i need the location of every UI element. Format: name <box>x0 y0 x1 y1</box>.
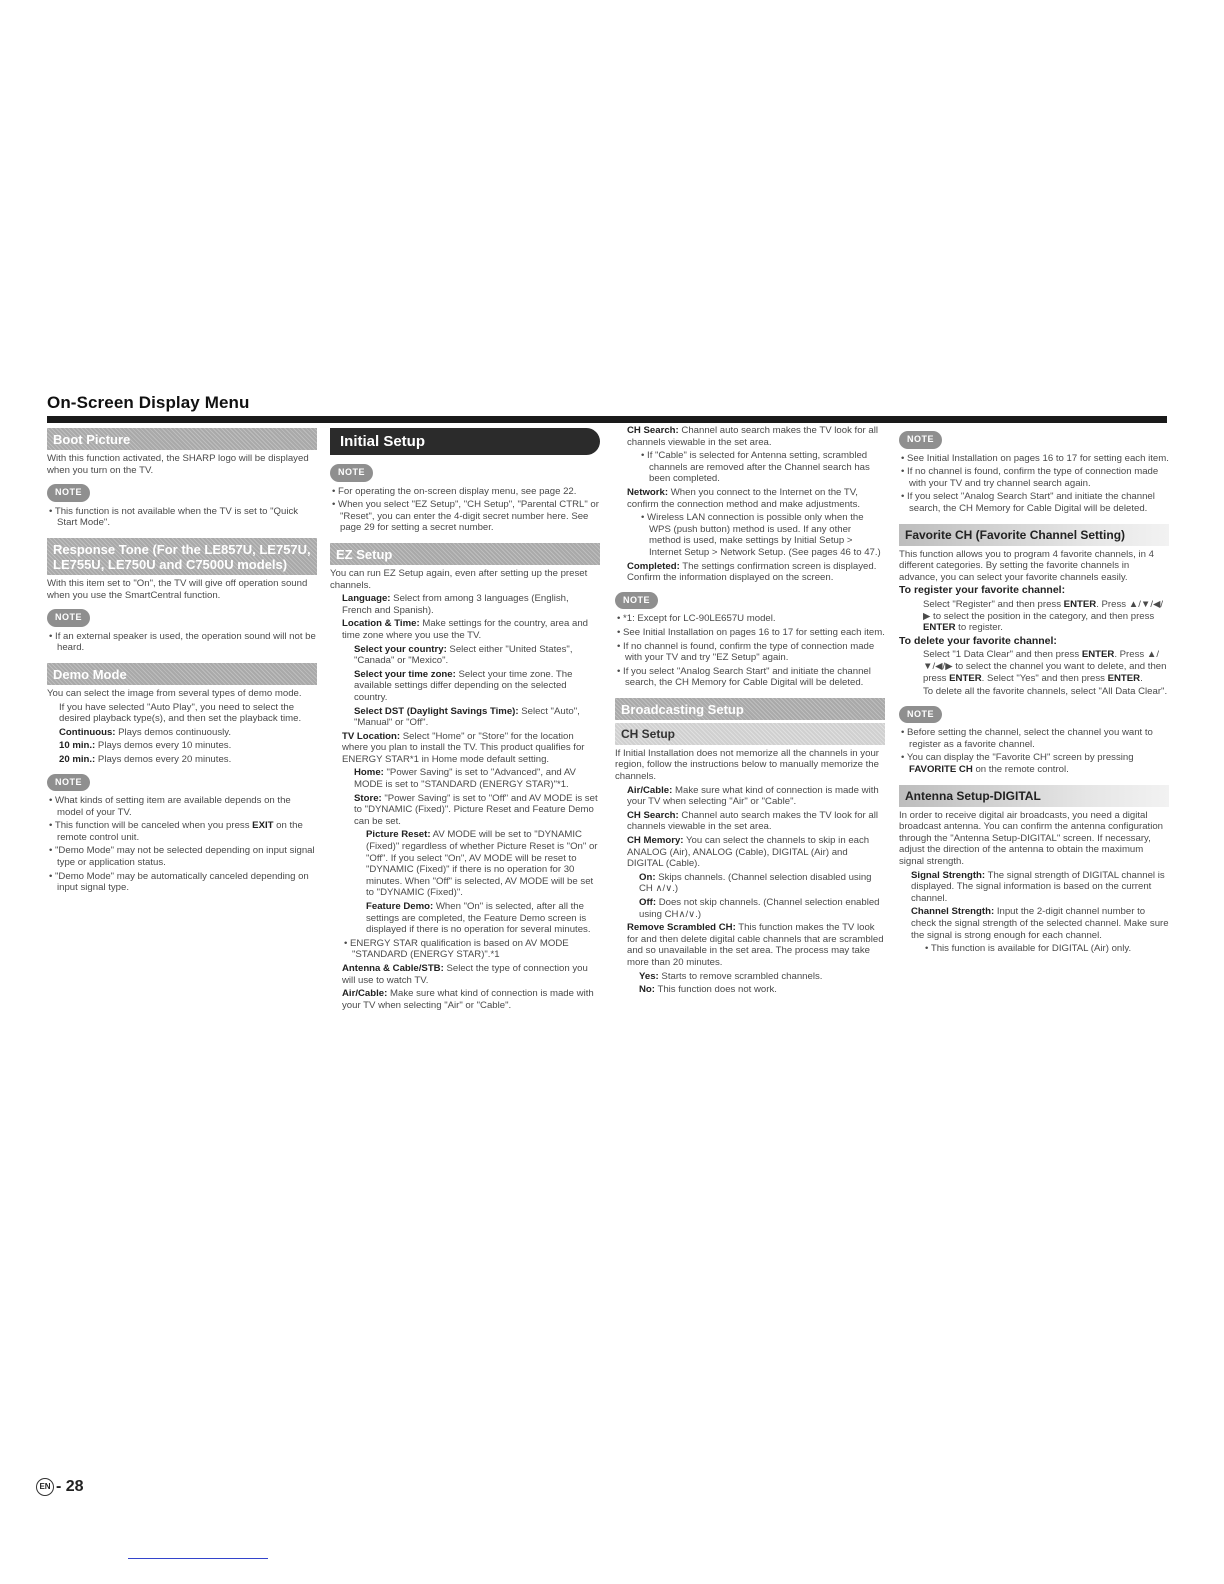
note-badge: NOTE <box>47 774 90 792</box>
register-text: Select "Register" and then press ENTER. Press ▲/▼/◀/▶ to select the position in the category, and then press ENTER to register. <box>923 598 1164 634</box>
antenna-setup-heading: Antenna Setup-DIGITAL <box>899 785 1169 807</box>
delete-heading: To delete your favorite channel: <box>899 634 1057 647</box>
initial-setup-heading: Initial Setup <box>330 428 600 455</box>
note-badge: NOTE <box>330 464 373 482</box>
ez-home: Home: "Power Saving" is set to "Advanced", and AV MODE is set to "STANDARD (ENERGY STAR)"*1. <box>354 767 576 791</box>
channel-strength: Channel Strength: Input the 2-digit channel number to check the signal strength of the selected channel. Make sure the signal is strong enough for each channel. <box>911 906 1169 941</box>
ez-location-time: Location & Time: Make settings for the country, area and time zone where you use the TV. <box>342 618 588 641</box>
ez-network-bullet: • Wireless LAN connection is possible only when the WPS (push button) method is used. If any other method is used, make settings by Initial Setup > Internet Setup > Network Setup. (See pages 46 to 47.) <box>641 512 881 558</box>
ch-setup-text: If Initial Installation does not memorize all the channels in your region, follow the instructions below to manually memorize the channels. <box>615 747 879 783</box>
column-1 <box>47 425 317 896</box>
ez-energy-note: • ENERGY STAR qualification is based on AV MODE "STANDARD (ENERGY STAR)".*1 <box>344 937 569 961</box>
channel-strength-bullet: • This function is available for DIGITAL (Air) only. <box>925 943 1132 955</box>
boot-picture-heading: Boot Picture <box>47 428 317 450</box>
response-tone-text: With this item set to "On", the TV will give off operation sound when you use the SmartCentral function. <box>47 577 308 601</box>
col3-note-1: • *1: Except for LC-90LE657U model. <box>617 613 776 625</box>
bottom-link-line <box>128 1558 268 1559</box>
column-3 <box>615 425 885 998</box>
delete-text: Select "1 Data Clear" and then press ENTER. Press ▲/▼/◀/▶ to select the channel you want to delete, and then press ENTER. Select "Yes" and then press ENTER. <box>923 649 1167 684</box>
column-4 <box>899 425 1169 957</box>
boot-note: • This function is not available when the TV is set to "Quick Start Mode". <box>49 505 299 529</box>
note-badge: NOTE <box>899 706 942 724</box>
remove-scrambled-yes: Yes: Starts to remove scrambled channels. <box>639 970 823 982</box>
col3-note-4: • If you select "Analog Search Start" and initiate the channel search, the CH Memory for Cable Digital will be deleted. <box>617 665 871 689</box>
note-badge: NOTE <box>899 431 942 449</box>
broadcasting-setup-heading: Broadcasting Setup <box>615 698 885 720</box>
favorite-ch-text: This function allows you to program 4 favorite channels, in 4 different categories. By setting the favorite channels in advance, you can select your favorite channels easily. <box>899 548 1154 583</box>
delete-all-text: To delete all the favorite channels, select "All Data Clear". <box>923 686 1168 698</box>
ez-antenna: Antenna & Cable/STB: Select the type of connection you will use to watch TV. <box>342 962 588 986</box>
response-tone-heading: Response Tone (For the LE857U, LE757U, LE755U, LE750U and C7500U models) <box>47 538 317 575</box>
ez-air-cable: Air/Cable: Make sure what kind of connection is made with your TV when selecting "Air" or "Cable". <box>342 988 594 1011</box>
ez-ch-search: CH Search: Channel auto search makes the TV look for all channels viewable in the set area. <box>627 425 878 448</box>
ez-setup-text: You can run EZ Setup again, even after setting up the preset channels. <box>330 567 588 591</box>
column-2 <box>330 425 600 1013</box>
ch-memory-on: On: Skips channels. (Channel selection disabled using CH ∧/∨.) <box>639 871 872 895</box>
ez-dst: Select DST (Daylight Savings Time): Select "Auto", "Manual" or "Off". <box>354 705 580 729</box>
page-title: On-Screen Display Menu <box>47 393 250 412</box>
boot-picture-text: With this function activated, the SHARP logo will be displayed when you turn on the TV. <box>47 453 309 476</box>
ez-completed: Completed: The settings confirmation screen is displayed. Confirm the information displayed on the screen. <box>627 560 877 584</box>
remove-scrambled: Remove Scrambled CH: This function makes the TV look for and then delete digital cable channels that are scrambled and so unavailable in the set area. The process may take more than 20 minutes. <box>627 922 884 968</box>
col4-note-1: • See Initial Installation on pages 16 to 17 for setting each item. <box>901 452 1169 464</box>
ez-store: Store: "Power Saving" is set to "Off" and AV MODE is set to "DYNAMIC (Fixed)". Picture Reset and Feature Demo can be set. <box>354 792 598 827</box>
ez-tv-location: TV Location: Select "Home" or "Store" for the location where you plan to install the TV. This product qualifies for ENERGY STAR*1 in Home mode default setting. <box>342 730 585 765</box>
en-language-icon: EN <box>36 1478 54 1496</box>
ez-language: Language: Select from among 3 languages (English, French and Spanish). <box>342 593 569 616</box>
ch-air-cable: Air/Cable: Make sure what kind of connection is made with your TV when selecting "Air" or "Cable". <box>627 784 879 808</box>
demo-mode-heading: Demo Mode <box>47 663 317 685</box>
ez-ch-search-bullet: • If "Cable" is selected for Antenna setting, scrambled channels are removed after the Channel search has been completed. <box>641 450 870 485</box>
ch-memory-off: Off: Does not skip channels. (Channel selection enabled using CH∧/∨.) <box>639 897 880 920</box>
col4-note-2: • If no channel is found, confirm the type of connection made with your TV and try channel search again. <box>901 466 1159 489</box>
col3-note-3: • If no channel is found, confirm the type of connection made with your TV and try "EZ Setup" again. <box>617 640 875 664</box>
demo-note-3: • "Demo Mode" may not be selected depending on input signal type or application status. <box>49 845 315 869</box>
title-rule <box>47 416 1167 423</box>
note-badge: NOTE <box>615 592 658 610</box>
ez-setup-heading: EZ Setup <box>330 543 600 565</box>
demo-10min: 10 min.: Plays demos every 10 minutes. <box>59 740 232 752</box>
page-number: EN - 28 <box>36 1478 84 1496</box>
ez-network: Network: When you connect to the Internet on the TV, confirm the connection method and make adjustments. <box>627 486 861 510</box>
init-note-1: • For operating the on-screen display menu, see page 22. <box>332 485 577 497</box>
demo-mode-text: You can select the image from several types of demo mode. <box>47 687 302 699</box>
ch-search: CH Search: Channel auto search makes the TV look for all channels viewable in the set area. <box>627 809 878 833</box>
demo-note-1: • What kinds of setting item are available depends on the model of your TV. <box>49 795 291 818</box>
col4-note-5: • You can display the "Favorite CH" screen by pressing FAVORITE CH on the remote control. <box>901 752 1134 776</box>
demo-note-2: • This function will be canceled when you press EXIT on the remote control unit. <box>49 820 303 843</box>
ch-setup-heading: CH Setup <box>615 723 885 745</box>
ez-timezone: Select your time zone: Select your time zone. The available settings differ depending on the selected country. <box>354 668 573 703</box>
signal-strength: Signal Strength: The signal strength of DIGITAL channel is displayed. The signal information is based on the current channel. <box>911 869 1165 904</box>
ez-country: Select your country: Select either "United States", "Canada" or "Mexico". <box>354 643 573 667</box>
init-note-2: • When you select "EZ Setup", "CH Setup", "Parental CTRL" or "Reset", you can enter the 4-digit secret number here. See page 29 for setting a secret number. <box>332 499 599 534</box>
demo-continuous: Continuous: Plays demos continuously. <box>59 726 232 738</box>
response-note: • If an external speaker is used, the operation sound will not be heard. <box>49 630 316 654</box>
antenna-setup-text: In order to receive digital air broadcasts, you need a digital broadcast antenna. You can confirm the antenna configuration through the "Antenna Setup-DIGITAL" screen. If necessary, adjust the direction of the antenna to obtain the maximum signal strength. <box>899 809 1164 868</box>
demo-mode-subtext: If you have selected "Auto Play", you need to select the desired playback type(s), and then set the playback time. <box>59 701 302 725</box>
register-heading: To register your favorite channel: <box>899 584 1066 597</box>
demo-20min: 20 min.: Plays demos every 20 minutes. <box>59 753 232 765</box>
note-badge: NOTE <box>47 609 90 627</box>
ez-picture-reset: Picture Reset: AV MODE will be set to "DYNAMIC (Fixed)" regardless of whether Picture Reset is "On" or "Off". If you select "On", AV MODE will be reset to "DYNAMIC (Fixed)" if there is no operation for 30 minutes. When "Off" is selected, AV MODE will be set to "DYNAMIC (Fixed)". <box>366 829 598 899</box>
ch-memory: CH Memory: You can select the channels to skip in each ANALOG (Air), ANALOG (Cable), DIGITAL (Air) and DIGITAL (Cable). <box>627 835 870 870</box>
demo-note-4: • "Demo Mode" may be automatically canceled depending on input signal type. <box>49 870 309 894</box>
col4-note-3: • If you select "Analog Search Start" and initiate the channel search, the CH Memory for Cable Digital will be deleted. <box>901 491 1155 514</box>
col3-note-2: • See Initial Installation on pages 16 to 17 for setting each item. <box>617 626 885 638</box>
remove-scrambled-no: No: This function does not work. <box>639 984 777 996</box>
note-badge: NOTE <box>47 484 90 502</box>
col4-note-4: • Before setting the channel, select the channel you want to register as a favorite channel. <box>901 727 1153 750</box>
ez-feature-demo: Feature Demo: When "On" is selected, after all the settings are completed, the Feature Demo screen is displayed if there is no operation for several minutes. <box>366 901 591 936</box>
favorite-ch-heading: Favorite CH (Favorite Channel Setting) <box>899 524 1169 546</box>
